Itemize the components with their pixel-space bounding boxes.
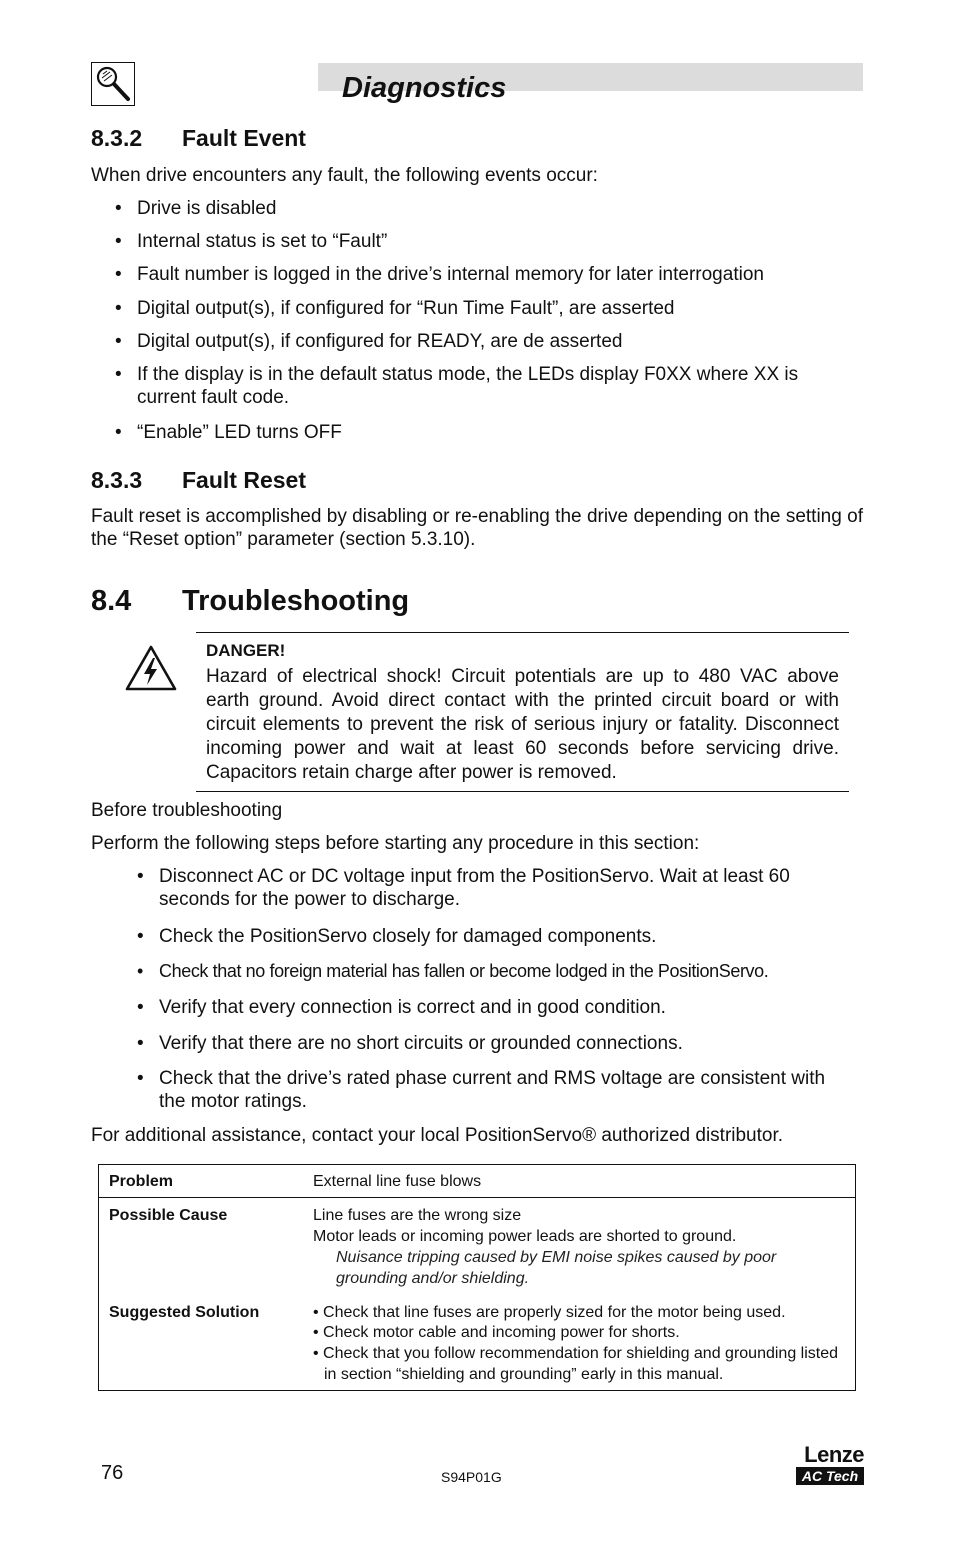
list-item: • Disconnect AC or DC voltage input from the PositionServo. Wait at least 60 seconds for the power to discharge. <box>137 866 790 910</box>
solution-item: • Check that line fuses are properly sized for the motor being used. <box>313 1304 786 1321</box>
solution-item: • Check motor cable and incoming power for shorts. <box>313 1324 680 1341</box>
section-number: 8.4 <box>91 585 132 617</box>
cause-line: Motor leads or incoming power leads are shorted to ground. <box>313 1228 737 1245</box>
steps-intro: Perform the following steps before starting any procedure in this section: <box>91 833 700 854</box>
problem-label: Problem <box>109 1173 174 1190</box>
list-item: • Verify that there are no short circuits or grounded connections. <box>137 1033 683 1054</box>
list-item: • Check that the drive’s rated phase current and RMS voltage are consistent with the motor ratings. <box>137 1068 826 1112</box>
danger-body: Hazard of electrical shock! Circuit potentials are up to 480 VAC above earth ground. Avoid direct contact with the printed circuit board or with circuit elements to prevent the risk of serious injury or fatality. Disconnect incoming power and wait at least 60 seconds before servicing drive. Capacitors retain charge after power is removed. <box>206 666 839 783</box>
section-heading-fault-reset <box>91 467 306 494</box>
before-troubleshooting-label: Before troubleshooting <box>91 800 283 821</box>
high-voltage-warning-icon <box>124 644 178 697</box>
section-title: Fault Event <box>182 125 306 151</box>
section-number: 8.3.2 <box>91 125 143 151</box>
list-item: • Digital output(s), if configured for “Run Time Fault”, are asserted <box>115 298 675 319</box>
section-title: Troubleshooting <box>182 585 410 617</box>
magnifier-icon <box>91 62 135 106</box>
logo-bottom-text: AC Tech <box>796 1467 864 1485</box>
section-heading-troubleshooting <box>91 585 409 618</box>
logo-top-text: Lenze <box>804 1442 864 1467</box>
section-title: Fault Reset <box>182 467 306 493</box>
page-header-title: Diagnostics <box>342 72 507 104</box>
section-heading-fault-event <box>91 125 306 152</box>
danger-heading: DANGER! <box>206 641 286 660</box>
problem-value: External line fuse blows <box>313 1173 482 1190</box>
solution-label: Suggested Solution <box>109 1304 260 1321</box>
list-item: • Internal status is set to “Fault” <box>115 231 388 252</box>
fault-event-intro: When drive encounters any fault, the following events occur: <box>91 165 598 186</box>
cause-label: Possible Cause <box>109 1207 228 1224</box>
solution-item: • Check that you follow recommendation for shielding and grounding listed in section “shielding and grounding” early in this manual. <box>313 1345 839 1383</box>
list-item: • “Enable” LED turns OFF <box>115 422 342 443</box>
page-number: 76 <box>101 1462 124 1484</box>
list-item: • Fault number is logged in the drive’s internal memory for later interrogation <box>115 264 764 285</box>
list-item: • Check that no foreign material has fallen or become lodged in the PositionServo. <box>137 961 769 981</box>
list-item: • Drive is disabled <box>115 198 277 219</box>
section-number: 8.3.3 <box>91 467 143 493</box>
fault-reset-body: Fault reset is accomplished by disabling or re-enabling the drive depending on the setting of the “Reset option” parameter (section 5.3.10). <box>91 506 863 550</box>
list-item: • Digital output(s), if configured for READY, are de asserted <box>115 331 623 352</box>
assistance-text: For additional assistance, contact your local PositionServo® authorized distributor. <box>91 1125 784 1146</box>
cause-note: Nuisance tripping caused by EMI noise spikes caused by poor grounding and/or shielding. <box>336 1249 777 1287</box>
document-code: S94P01G <box>441 1469 502 1485</box>
list-item: • Check the PositionServo closely for damaged components. <box>137 926 657 947</box>
lenze-ac-tech-logo <box>796 1444 864 1485</box>
list-item: • If the display is in the default status mode, the LEDs display F0XX where XX is current fault code. <box>115 364 799 408</box>
table-divider <box>98 1197 856 1198</box>
cause-line: Line fuses are the wrong size <box>313 1207 522 1224</box>
list-item: • Verify that every connection is correct and in good condition. <box>137 997 666 1018</box>
